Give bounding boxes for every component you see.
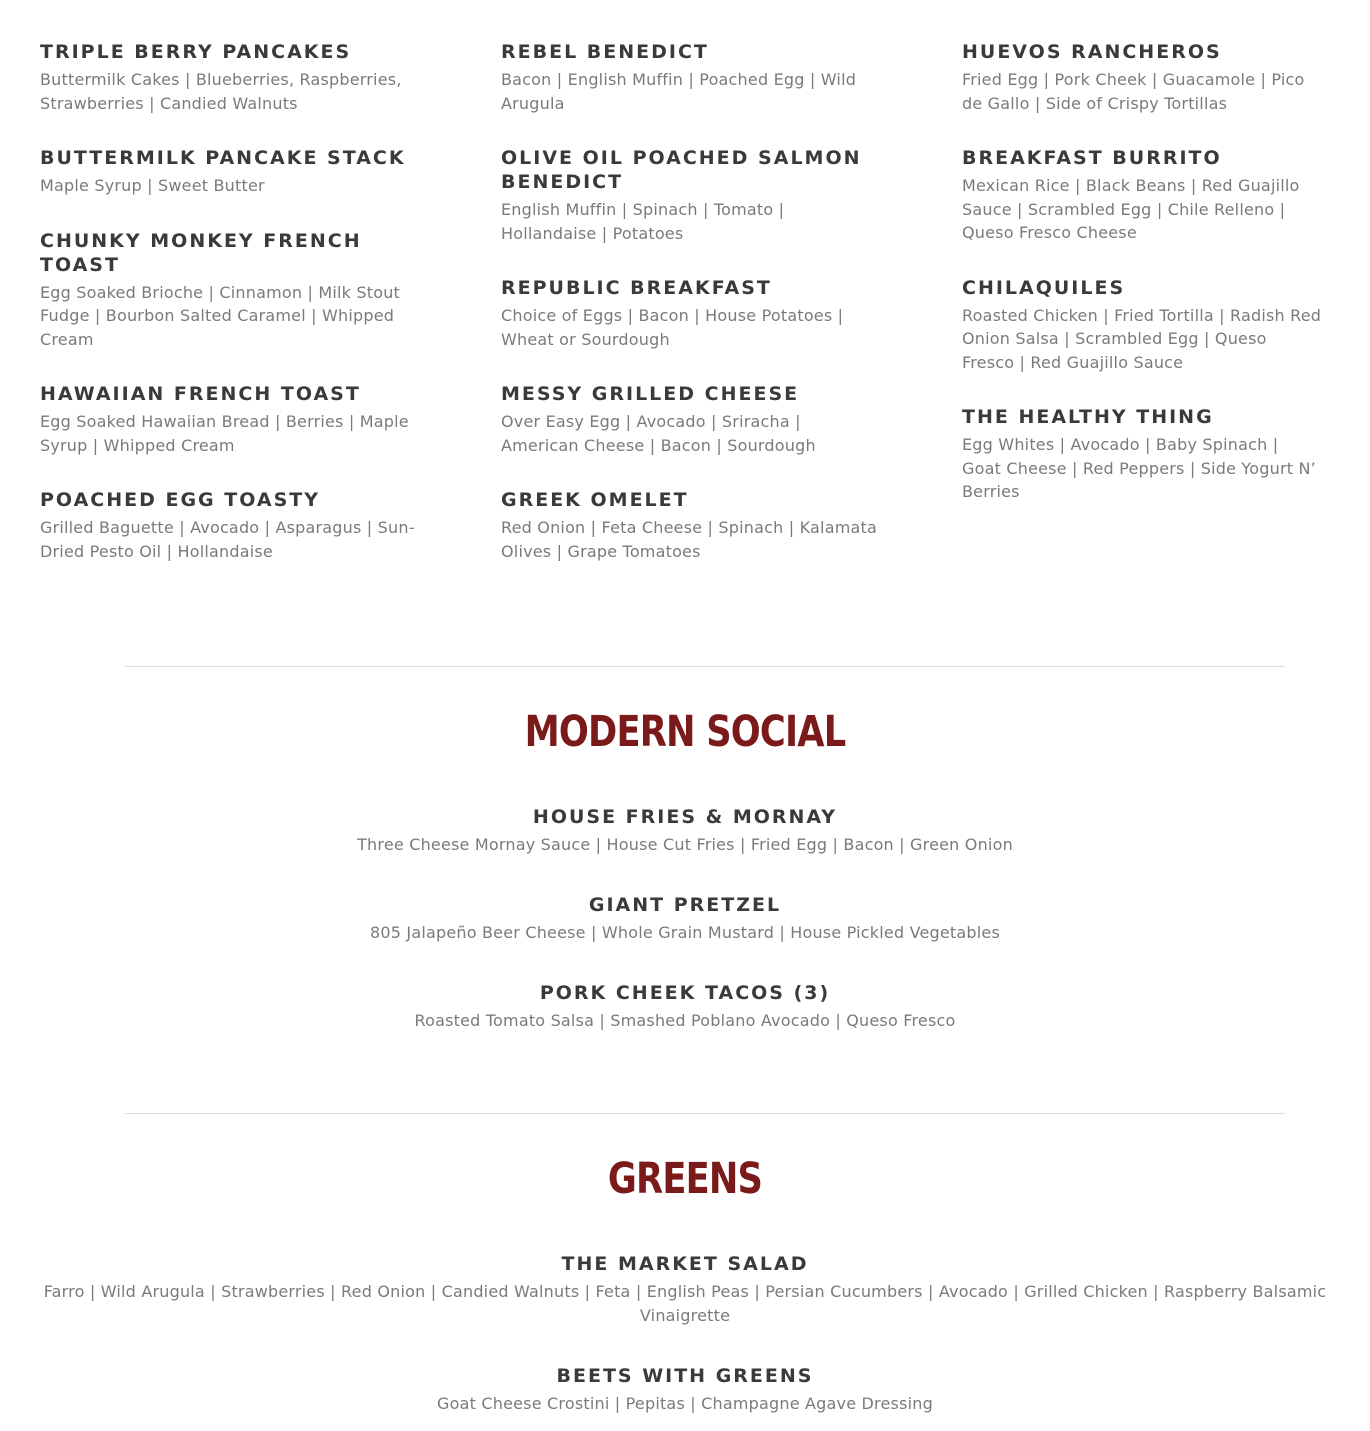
menu-item-description: Egg Whites | Avocado | Baby Spinach | Goat Cheese | Red Peppers | Side Yogurt N’ Berries — [962, 435, 1316, 501]
menu-item-description: Mexican Rice | Black Beans | Red Guajillo Sauce | Scrambled Egg | Chile Relleno | Queso Fresco Cheese — [962, 176, 1300, 242]
menu-column-1 — [40, 40, 420, 594]
menu-item — [501, 276, 881, 351]
menu-item-description: Over Easy Egg | Avocado | Sriracha | American Cheese | Bacon | Sourdough — [501, 412, 816, 455]
menu-item — [40, 40, 420, 115]
section-divider — [125, 1113, 1285, 1114]
menu-item-description: 805 Jalapeño Beer Cheese | Whole Grain Mustard | House Pickled Vegetables — [369, 923, 1000, 942]
menu-item-name: GIANT PRETZEL — [588, 894, 782, 916]
menu-item-description: Egg Soaked Hawaiian Bread | Berries | Maple Syrup | Whipped Cream — [40, 412, 409, 455]
menu-item-description: Bacon | English Muffin | Poached Egg | Wild Arugula — [501, 70, 857, 113]
menu-item — [0, 981, 1370, 1033]
menu-item-description: Buttermilk Cakes | Blueberries, Raspberries, Strawberries | Candied Walnuts — [40, 70, 402, 113]
menu-item-description: Goat Cheese Crostini | Pepitas | Champagne Agave Dressing — [437, 1394, 933, 1413]
menu-item — [962, 276, 1322, 375]
menu-item — [962, 146, 1322, 245]
menu-item-name: BUTTERMILK PANCAKE STACK — [40, 147, 406, 169]
menu-item-name: CHILAQUILES — [962, 276, 1126, 299]
menu-item-description: Three Cheese Mornay Sauce | House Cut Fries | Fried Egg | Bacon | Green Onion — [357, 835, 1013, 854]
menu-item — [962, 405, 1322, 504]
menu-item-name: GREEK OMELET — [501, 489, 689, 511]
menu-item-name: REPUBLIC BREAKFAST — [501, 277, 772, 299]
menu-item-description: Roasted Chicken | Fried Tortilla | Radish Red Onion Salsa | Scrambled Egg | Queso Fresco | Red Guajillo Sauce — [962, 305, 1322, 372]
section-divider — [125, 666, 1285, 667]
menu-item-name: CHUNKY MONKEY FRENCH TOAST — [40, 229, 362, 276]
menu-item-name: THE MARKET SALAD — [561, 1253, 809, 1275]
menu-item — [0, 893, 1370, 945]
menu-item-description: Egg Soaked Brioche | Cinnamon | Milk Stout Fudge | Bourbon Salted Caramel | Whipped Cream — [40, 282, 401, 349]
menu-item-description: Fried Egg | Pork Cheek | Guacamole | Pico de Gallo | Side of Crispy Tortillas — [962, 70, 1305, 113]
menu-item — [0, 805, 1370, 857]
menu-item-description: Farro | Wild Arugula | Strawberries | Red Onion | Candied Walnuts | Feta | English Peas | Persian Cucumbers | Avocado | Grilled Chicken | Raspberry Balsamic Vinaigrette — [43, 1282, 1327, 1325]
menu-item-name: THE HEALTHY THING — [962, 406, 1214, 428]
menu-item — [40, 146, 420, 198]
menu-item — [40, 229, 420, 352]
menu-item-name: TRIPLE BERRY PANCAKES — [40, 41, 352, 63]
section-title-greens: GREENS — [607, 1154, 763, 1204]
menu-item — [40, 488, 420, 563]
menu-item — [501, 146, 881, 245]
menu-item-name: HOUSE FRIES & MORNAY — [532, 806, 838, 828]
menu-item-name: REBEL BENEDICT — [501, 41, 709, 63]
menu-item-description: Maple Syrup | Sweet Butter — [40, 176, 265, 195]
menu-item — [0, 1364, 1370, 1416]
menu-item — [501, 382, 881, 457]
menu-column-2 — [501, 40, 881, 594]
menu-item — [962, 40, 1322, 115]
menu-item-name: BEETS WITH GREENS — [556, 1365, 814, 1387]
section-title-modern-social: MODERN SOCIAL — [524, 707, 846, 757]
menu-item — [40, 382, 420, 457]
menu-item — [501, 40, 881, 115]
menu-item-name: HAWAIIAN FRENCH TOAST — [40, 383, 361, 405]
menu-item-description: Red Onion | Feta Cheese | Spinach | Kalamata Olives | Grape Tomatoes — [501, 518, 877, 561]
menu-item-name: OLIVE OIL POACHED SALMON BENEDICT — [501, 147, 862, 193]
menu-item-name: BREAKFAST BURRITO — [962, 147, 1222, 169]
menu-item — [0, 1252, 1370, 1327]
menu-item-name: MESSY GRILLED CHEESE — [501, 383, 800, 405]
menu-column-3 — [962, 40, 1322, 535]
menu-item-description: Grilled Baguette | Avocado | Asparagus | Sun-Dried Pesto Oil | Hollandaise — [40, 518, 415, 561]
menu-item-description: Choice of Eggs | Bacon | House Potatoes | Wheat or Sourdough — [501, 306, 844, 349]
menu-item-name: PORK CHEEK TACOS (3) — [539, 982, 831, 1004]
menu-item-name: POACHED EGG TOASTY — [40, 489, 320, 511]
menu-item-description: Roasted Tomato Salsa | Smashed Poblano Avocado | Queso Fresco — [414, 1011, 956, 1030]
menu-item — [501, 488, 881, 563]
menu-item-name: HUEVOS RANCHEROS — [962, 41, 1222, 63]
menu-item-description: English Muffin | Spinach | Tomato | Hollandaise | Potatoes — [501, 200, 785, 243]
